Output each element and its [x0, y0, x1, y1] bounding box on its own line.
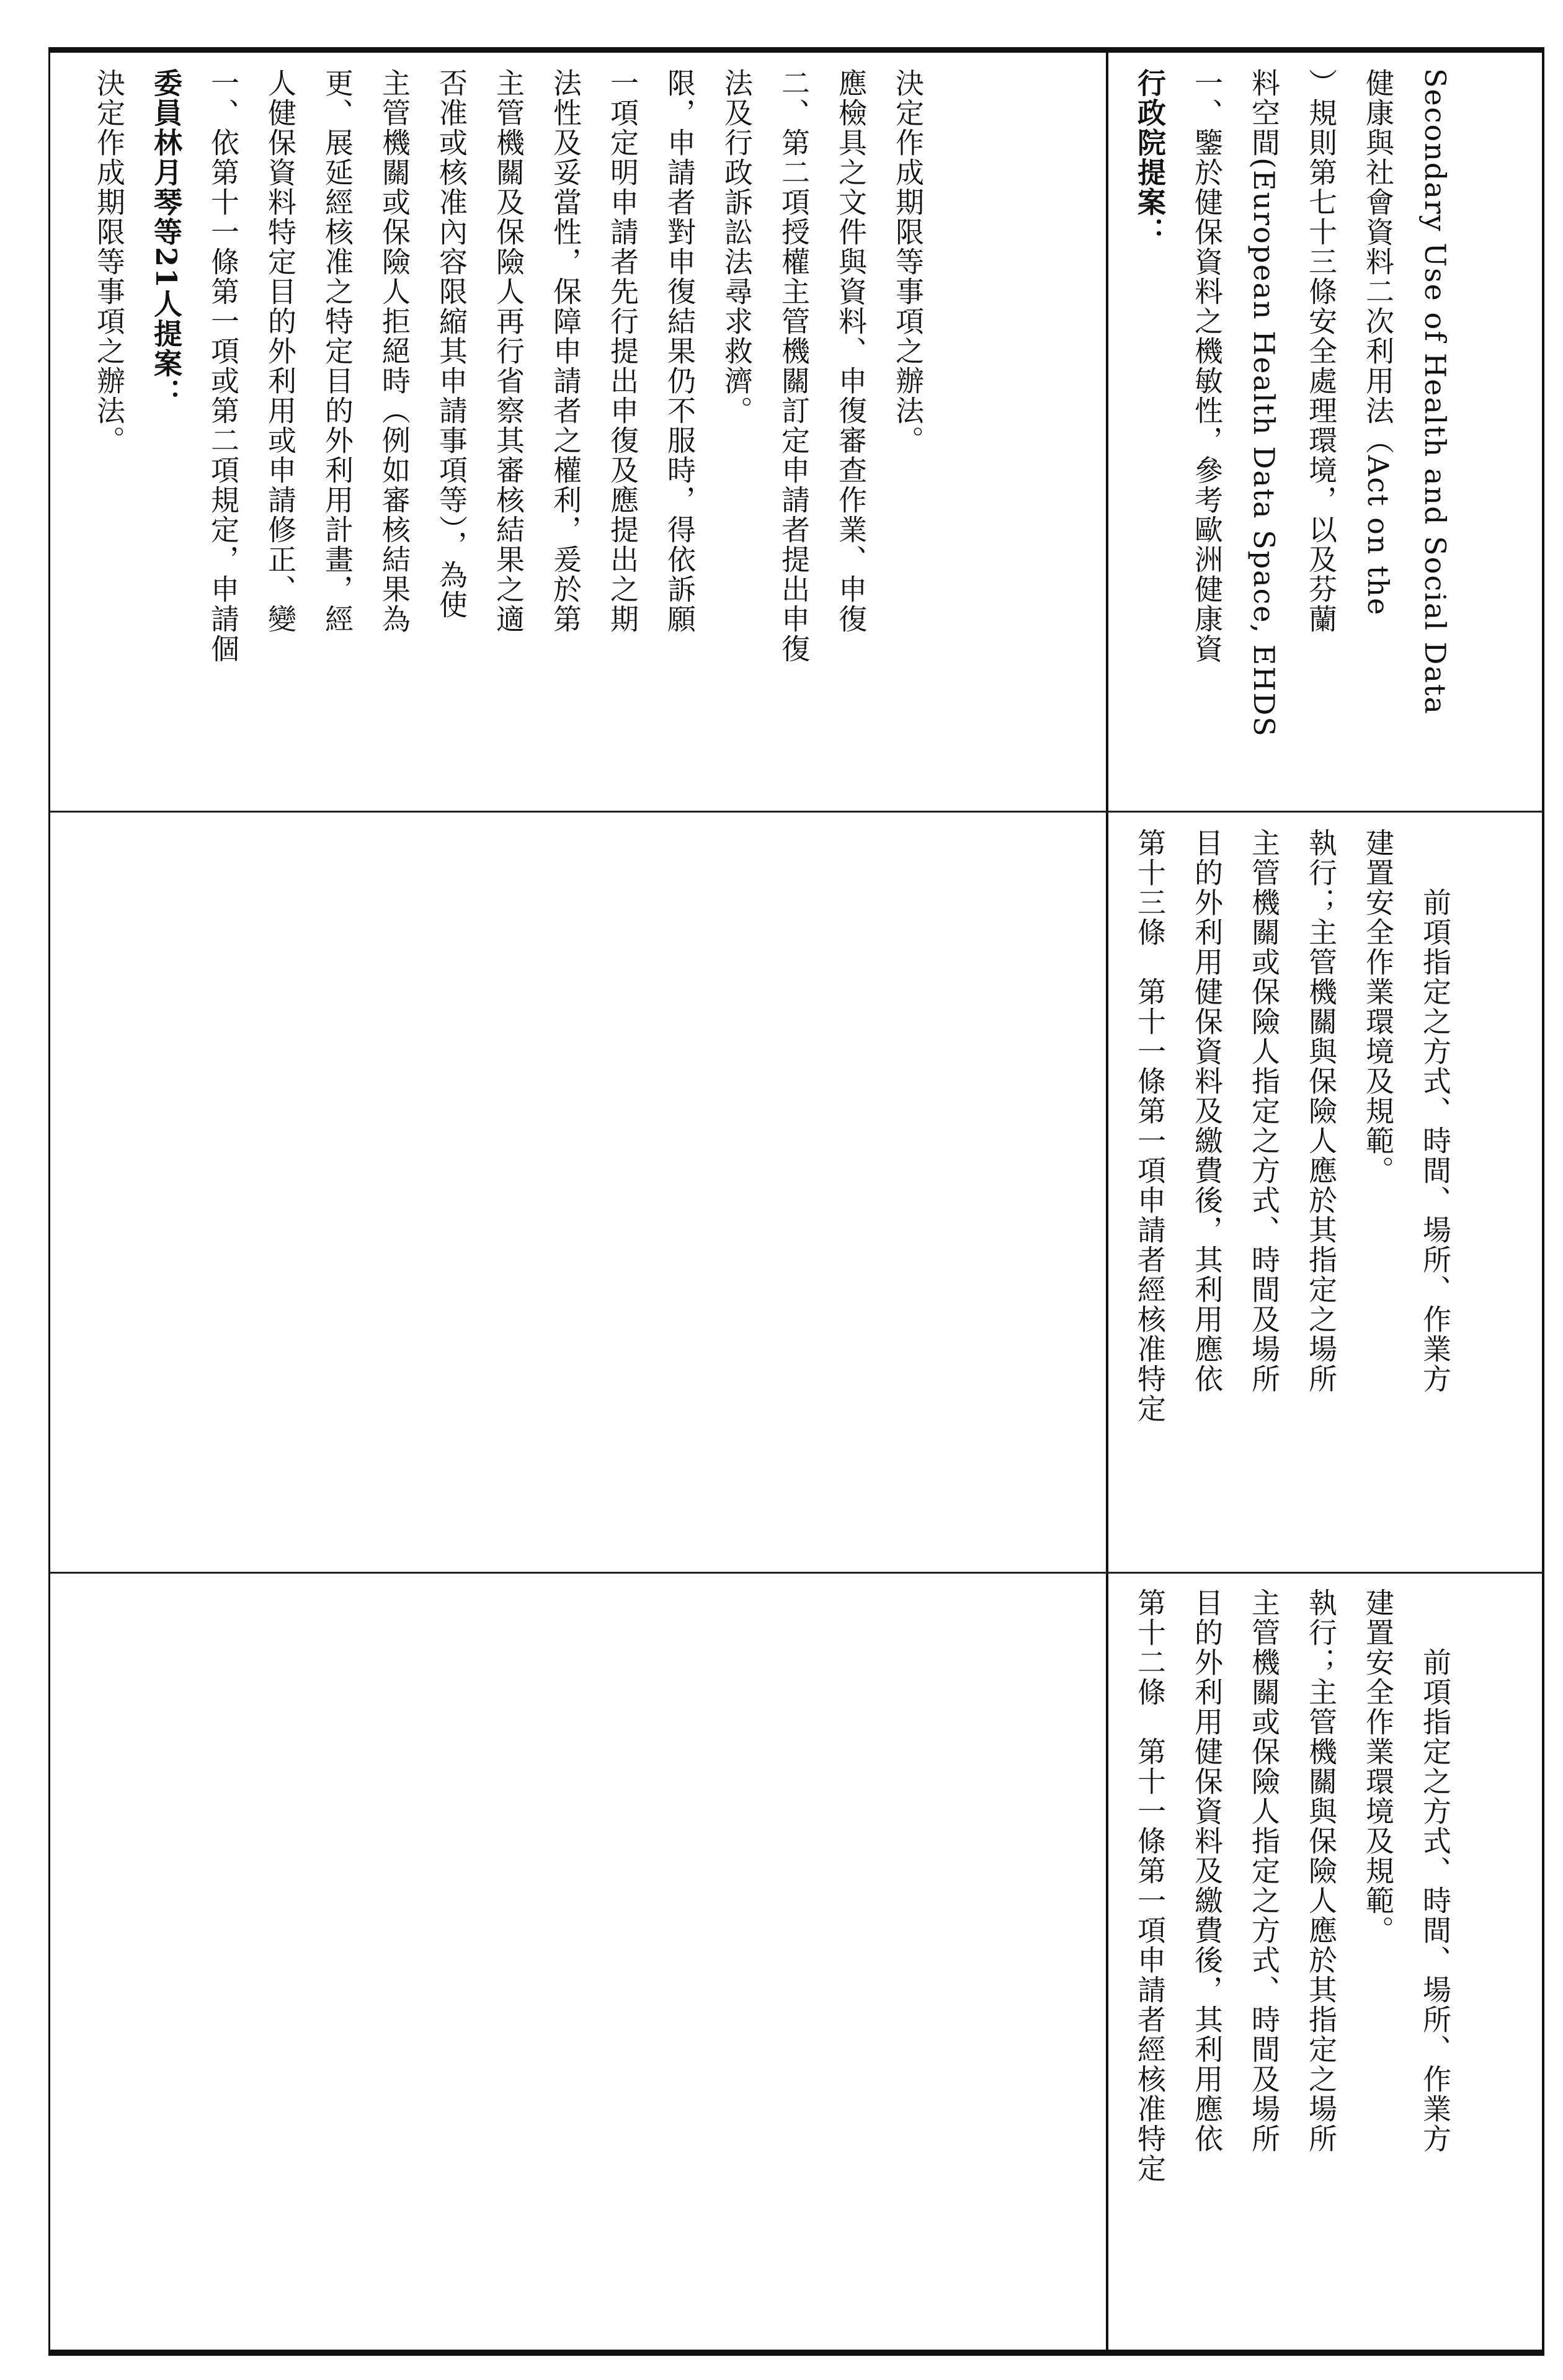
- executive-proposal-cell: [1121, 68, 1464, 800]
- text-line: 應檢具之文件與資料、申復審查作業、申復: [834, 68, 868, 634]
- article-13-cell: [1121, 828, 1464, 1563]
- text-line: 法性及妥當性，保障申請者之權利，爰於第: [549, 68, 582, 634]
- text-line: Secondary Use of Health and Social Data: [1418, 68, 1452, 715]
- table-bottom-rule: [48, 2350, 1544, 2356]
- text-line: 主管機關及保險人再行省察其審核結果之適: [492, 68, 525, 634]
- text-line: 目的外利用健保資料及繳費後，其利用應依: [1190, 828, 1224, 1394]
- article-12-cell: [1121, 1588, 1464, 2338]
- proposal-heading: 委員林月琴等21人提案：: [149, 68, 183, 409]
- text-line: 建置安全作業環境及規範。: [1361, 1588, 1395, 1945]
- table-left-edge: [48, 50, 50, 2352]
- text-line: 限，申請者對申復結果仍不服時，得依訴願: [663, 68, 697, 634]
- text-line: 法及行政訴訟法尋求救濟。: [720, 68, 754, 426]
- proposal-heading: 行政院提案：: [1133, 68, 1167, 247]
- text-line: 一、依第十一條第一項或第二項規定，申請個: [207, 68, 240, 664]
- text-line: 執行；主管機關與保險人應於其指定之場所: [1304, 1588, 1338, 2154]
- text-line: 第十三條 第十一條第一項申請者經核准特定: [1133, 828, 1167, 1424]
- text-line: 第十二條 第十一條第一項申請者經核准特定: [1133, 1588, 1167, 2183]
- text-line: 主管機關或保險人指定之方式、時間及場所: [1247, 1588, 1281, 2154]
- column-separator-2: [50, 1572, 1107, 1574]
- text-line: 前項指定之方式、時間、場所、作業方: [1418, 1588, 1452, 2154]
- table-right-edge: [1542, 50, 1544, 2352]
- column-separator-1: [50, 811, 1107, 813]
- text-line: 否准或核准內容限縮其申請事項等），為使: [435, 68, 468, 620]
- text-line: 前項指定之方式、時間、場所、作業方: [1418, 828, 1452, 1394]
- text-line: 目的外利用健保資料及繳費後，其利用應依: [1190, 1588, 1224, 2154]
- column-separator-3: [1108, 811, 1543, 813]
- column-separator-4: [1108, 1572, 1543, 1574]
- text-line: 執行；主管機關與保險人應於其指定之場所: [1304, 828, 1338, 1394]
- text-line: 健康與社會資料二次利用法（Act on the: [1361, 68, 1395, 617]
- table-top-rule: [48, 47, 1544, 53]
- text-line: 料空間(European Health Data Space, EHDS: [1247, 68, 1281, 738]
- text-line: 決定作成期限等事項之辦法。: [891, 68, 925, 455]
- text-line: 主管機關或保險人指定之方式、時間及場所: [1247, 828, 1281, 1394]
- text-line: 二、第二項授權主管機關訂定申請者提出申復: [777, 68, 811, 664]
- text-line: 更、展延經核准之特定目的外利用計畫，經: [321, 68, 354, 634]
- text-line: 一項定明申請者先行提出申復及應提出之期: [606, 68, 639, 634]
- text-line: 決定作成期限等事項之辦法。: [92, 68, 126, 455]
- explanation-cell: [81, 68, 937, 800]
- band-separator: [1106, 50, 1108, 2352]
- text-line: 一、鑒於健保資料之機敏性，參考歐洲健康資: [1190, 68, 1224, 664]
- text-line: 建置安全作業環境及規範。: [1361, 828, 1395, 1185]
- text-line: 人健保資料特定目的外利用或申請修正、變: [264, 68, 297, 634]
- text-line: ）規則第七十三條安全處理環境，以及芬蘭: [1304, 68, 1338, 634]
- text-line: 主管機關或保險人拒絕時（例如審核結果為: [378, 68, 411, 634]
